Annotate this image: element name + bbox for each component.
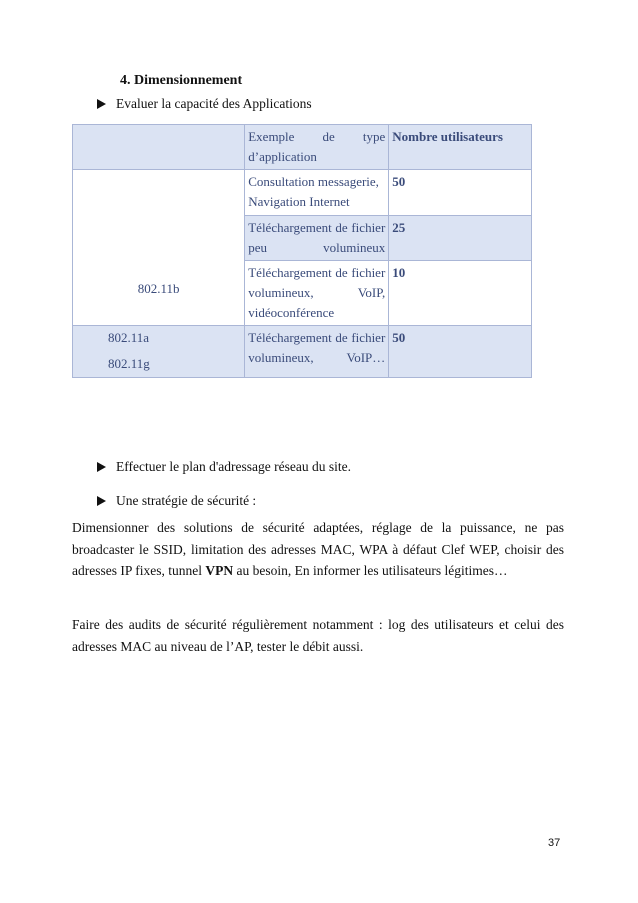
header-example-cell [245,125,389,170]
security-text-end: au besoin, En informer les utilisateurs légitimes… [233,563,508,579]
audit-paragraph: Faire des audits de sécurité régulièrement notamment : log des utilisateurs et celui des adresses MAC au niveau de l’AP, tester le débit aussi. [72,617,564,654]
header-example: Exemple de type d’application [248,129,386,165]
section-title: Dimensionnement [134,73,243,88]
row-users: 50 [389,326,532,377]
vpn-keyword: VPN [205,563,234,579]
bullet-addressing-text: Effectuer le plan d'adressage réseau du site. [116,459,351,474]
bullet-security-text: Une stratégie de sécurité : [116,493,257,508]
page-number: 37 [548,837,561,849]
security-text-start: Dimensionner des solutions de sécurité adaptées, réglage de la puissance, ne pas broadcaster le SSID, limitation des adresses MAC, WPA à défaut Clef WEP, choisir des adresses IP fixes, tunnel [72,520,564,579]
arrow-bullet-icon [97,496,106,506]
header-users: Nombre utilisateurs [389,125,532,170]
row-example: Téléchargement de fichier peu volumineux [248,219,386,255]
section-number: 4. [120,73,131,88]
arrow-bullet-icon [97,99,106,109]
security-paragraph [72,517,564,582]
row-example: Téléchargement de fichier volumineux, VoIP, vidéoconférence [248,264,386,321]
row-users: 25 [389,215,532,260]
standard-80211a: 802.11a [108,330,150,346]
row-example: Téléchargement de fichier volumineux, VoIP… [248,330,386,366]
capacity-table [72,124,532,378]
bullet-evaluate-text: Evaluer la capacité des Applications [116,96,312,111]
standard-80211g: 802.11g [108,356,150,372]
standard-80211b: 802.11b [73,170,245,326]
section-heading [120,73,242,89]
row-example: Consultation messagerie, Navigation Internet [245,170,389,215]
row-example-cell [245,260,389,325]
row-users: 10 [389,260,532,325]
bullet-security [97,493,256,509]
row-users: 50 [389,170,532,215]
row-example-cell [245,326,389,377]
bullet-addressing [97,459,351,475]
bullet-evaluate [97,96,312,112]
arrow-bullet-icon [97,462,106,472]
standard-pair-cell [73,326,245,377]
table-row [73,170,532,215]
table-row [73,326,532,377]
header-empty-cell [73,125,245,170]
table-header-row [73,125,532,170]
row-example-cell [245,215,389,260]
